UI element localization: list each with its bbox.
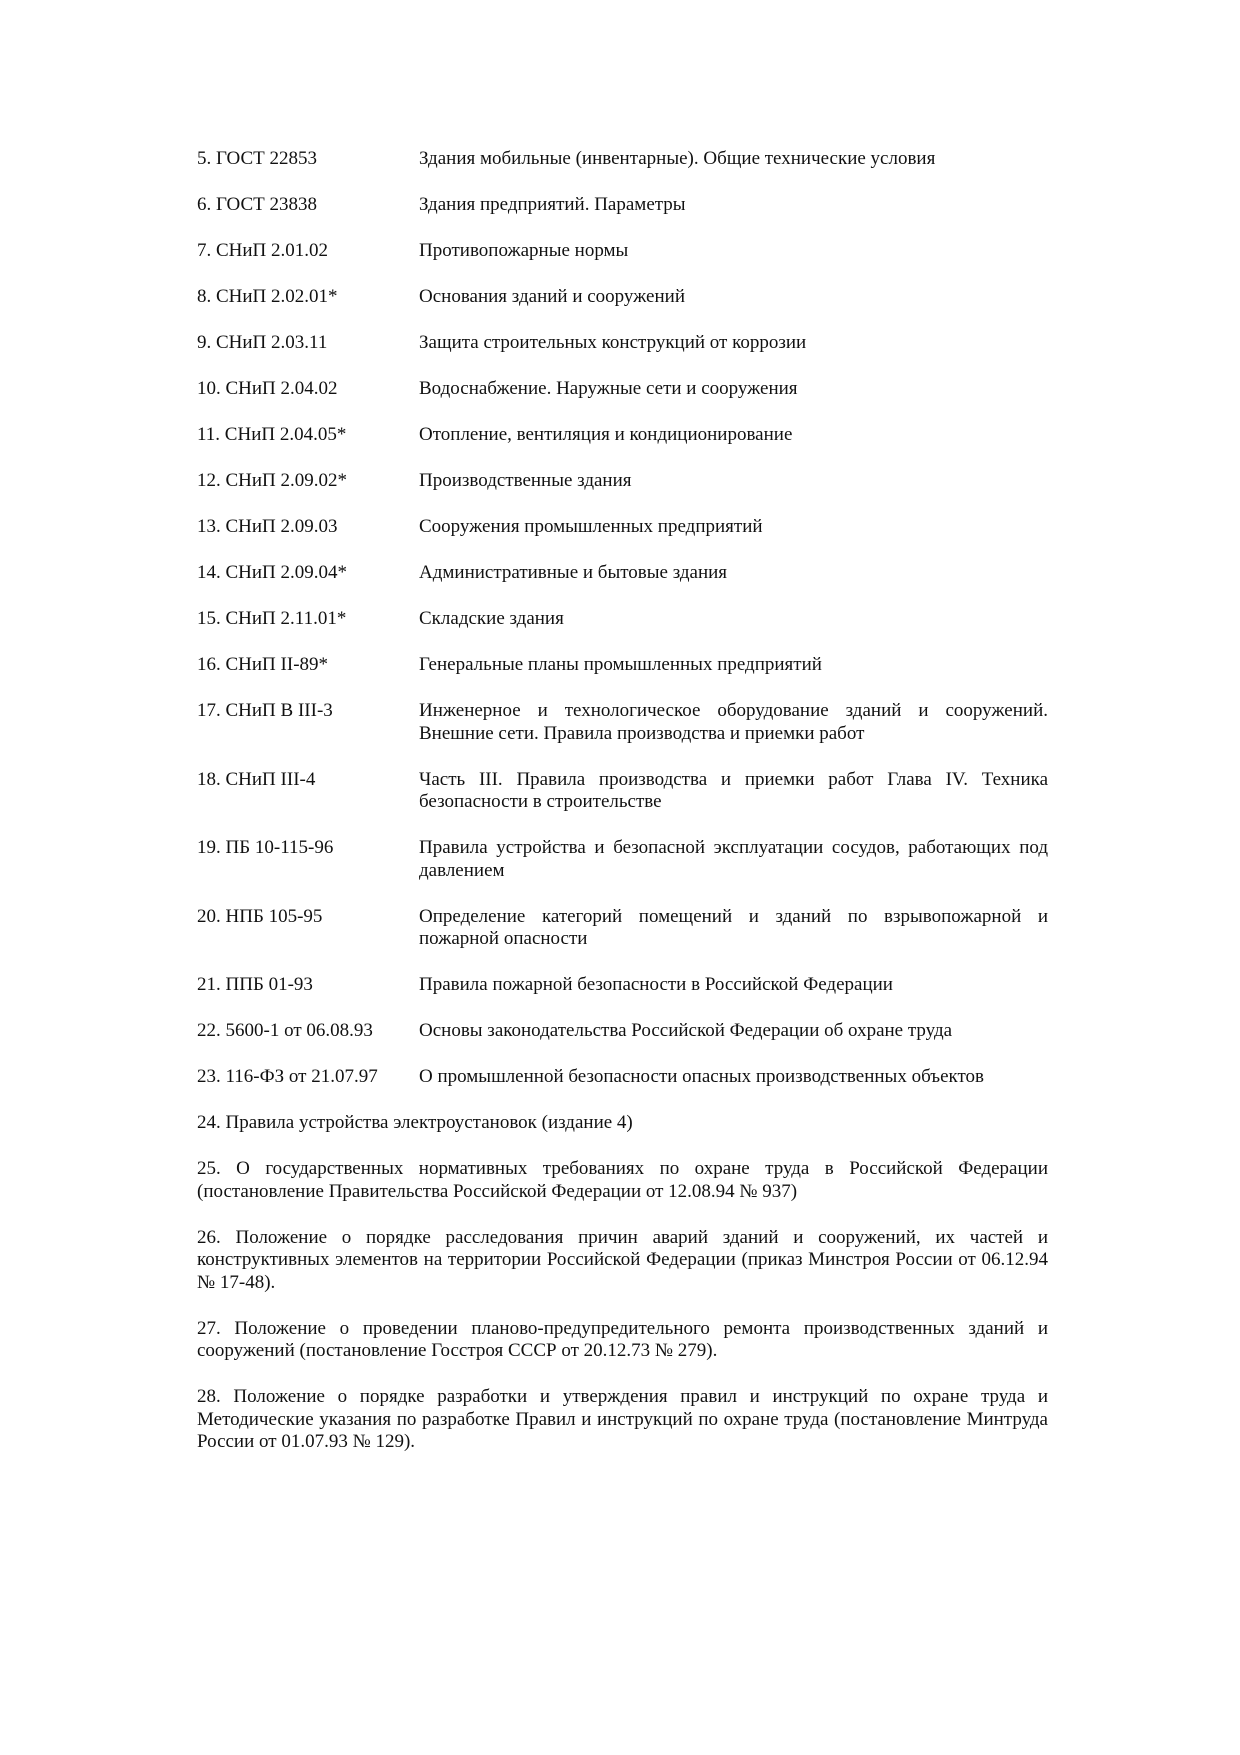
reference-title: Основы законодательства Российской Федерации об охране труда bbox=[419, 1020, 953, 1041]
reference-paragraph: 26. Положение о порядке расследования причин аварий зданий и сооружений, их частей и конструктивных элементов на территории Российской Федерации (приказ Минстроя России от 06.12.94 № 17-48). bbox=[197, 1226, 1048, 1293]
reference-code: 19. ПБ 10-115-96 bbox=[197, 837, 334, 858]
reference-row bbox=[197, 562, 1048, 585]
reference-code: 8. СНиП 2.02.01* bbox=[197, 286, 338, 307]
reference-row bbox=[197, 608, 1048, 631]
reference-paragraph: 27. Положение о проведении планово-предупредительного ремонта производственных зданий и сооружений (постановление Госстроя СССР от 20.12.73 № 279). bbox=[197, 1317, 1048, 1361]
reference-row bbox=[197, 837, 1048, 882]
reference-code: 5. ГОСТ 22853 bbox=[197, 148, 317, 169]
reference-code: 10. СНиП 2.04.02 bbox=[197, 378, 338, 399]
reference-code: 12. СНиП 2.09.02* bbox=[197, 470, 348, 491]
reference-title: Правила пожарной безопасности в Российской Федерации bbox=[419, 974, 893, 995]
reference-title: Основания зданий и сооружений bbox=[419, 286, 685, 307]
reference-title: Водоснабжение. Наружные сети и сооружения bbox=[419, 378, 798, 399]
reference-code: 13. СНиП 2.09.03 bbox=[197, 516, 338, 537]
reference-row bbox=[197, 424, 1048, 447]
reference-title: Отопление, вентиляция и кондиционирование bbox=[419, 424, 793, 445]
reference-title: Сооружения промышленных предприятий bbox=[419, 516, 763, 537]
reference-row bbox=[197, 1066, 1048, 1089]
reference-code: 7. СНиП 2.01.02 bbox=[197, 240, 329, 261]
reference-row bbox=[197, 378, 1048, 401]
reference-title: Здания предприятий. Параметры bbox=[419, 194, 686, 215]
reference-row bbox=[197, 654, 1048, 677]
reference-row bbox=[197, 194, 1048, 217]
reference-title: Защита строительных конструкций от коррозии bbox=[419, 332, 807, 353]
reference-title: Производственные здания bbox=[419, 470, 632, 491]
reference-list bbox=[197, 148, 1048, 1089]
reference-code: 15. СНиП 2.11.01* bbox=[197, 608, 347, 629]
reference-paragraph: 25. О государственных нормативных требованиях по охране труда в Российской Федерации (постановление Правительства Российской Федерации от 12.08.94 № 937) bbox=[197, 1158, 1048, 1202]
reference-title: Административные и бытовые здания bbox=[419, 562, 728, 583]
reference-paragraphs bbox=[197, 1112, 1048, 1454]
reference-code: 17. СНиП В III-3 bbox=[197, 700, 333, 721]
reference-row bbox=[197, 974, 1048, 997]
reference-row bbox=[197, 148, 1048, 171]
reference-title: Противопожарные нормы bbox=[419, 240, 629, 261]
reference-row bbox=[197, 470, 1048, 493]
reference-code: 21. ППБ 01-93 bbox=[197, 974, 313, 995]
reference-code: 22. 5600-1 от 06.08.93 bbox=[197, 1020, 373, 1041]
reference-row bbox=[197, 769, 1048, 814]
reference-row bbox=[197, 516, 1048, 539]
reference-row bbox=[197, 1020, 1048, 1043]
reference-title: Правила устройства и безопасной эксплуатации сосудов, работающих под давлением bbox=[419, 837, 1048, 881]
reference-row bbox=[197, 240, 1048, 263]
reference-code: 16. СНиП II-89* bbox=[197, 654, 329, 675]
reference-code: 11. СНиП 2.04.05* bbox=[197, 424, 347, 445]
reference-row bbox=[197, 286, 1048, 309]
reference-title: Здания мобильные (инвентарные). Общие технические условия bbox=[419, 148, 936, 169]
reference-row bbox=[197, 332, 1048, 355]
reference-row bbox=[197, 700, 1048, 745]
reference-title: Инженерное и технологическое оборудование зданий и сооружений. Внешние сети. Правила производства и приемки работ bbox=[419, 700, 1048, 744]
reference-title: Определение категорий помещений и зданий по взрывопожарной и пожарной опасности bbox=[419, 905, 1048, 949]
reference-title: Складские здания bbox=[419, 608, 564, 629]
reference-title: Часть III. Правила производства и приемки работ Глава IV. Техника безопасности в строительстве bbox=[419, 768, 1048, 812]
reference-code: 23. 116-ФЗ от 21.07.97 bbox=[197, 1066, 378, 1087]
reference-code: 6. ГОСТ 23838 bbox=[197, 194, 317, 215]
reference-code: 14. СНиП 2.09.04* bbox=[197, 562, 348, 583]
reference-row bbox=[197, 906, 1048, 951]
reference-code: 20. НПБ 105-95 bbox=[197, 905, 323, 927]
reference-title: Генеральные планы промышленных предприятий bbox=[419, 654, 822, 675]
reference-code: 9. СНиП 2.03.11 bbox=[197, 332, 328, 353]
reference-code: 18. СНиП III-4 bbox=[197, 768, 316, 790]
reference-paragraph: 24. Правила устройства электроустановок (издание 4) bbox=[197, 1112, 633, 1133]
reference-title: О промышленной безопасности опасных производственных объектов bbox=[419, 1066, 985, 1087]
reference-paragraph: 28. Положение о порядке разработки и утверждения правил и инструкций по охране труда и Методические указания по разработке Правил и инструкций по охране труда (постановление Минтруда России от 01.07.93 № 129). bbox=[197, 1386, 1048, 1452]
document-page bbox=[197, 148, 1048, 1477]
